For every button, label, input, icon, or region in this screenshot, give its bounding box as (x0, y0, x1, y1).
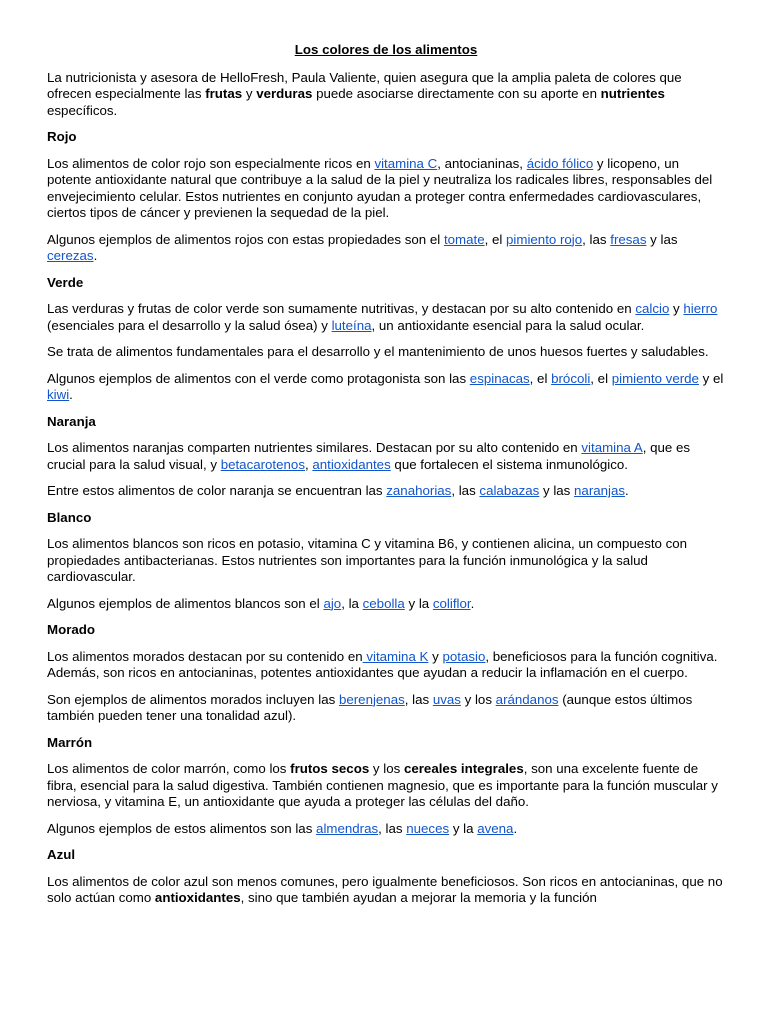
section-paragraph (47, 649, 725, 682)
text-run: , las (582, 231, 611, 247)
link-cerezas[interactable]: cerezas (47, 248, 94, 263)
link-arandanos[interactable]: arándanos (495, 691, 559, 707)
section-paragraph (47, 371, 725, 404)
text-run: , son una excelente fuente de fibra, esencial para la salud digestiva. También contienen magnesio, que es importante para la función muscular y nerviosa, y vitamina E, un antioxidante que ayuda a proteger las células del daño. (47, 761, 718, 809)
text-run: , el (484, 231, 507, 247)
link-antioxidantes[interactable]: antioxidantes (312, 456, 391, 472)
text-run: . (93, 248, 98, 263)
section-morado (47, 622, 725, 725)
text-run: Los alimentos de color rojo son especialmente ricos en (47, 155, 375, 171)
link-vitamina-a[interactable]: vitamina A (581, 440, 643, 455)
section-azul (47, 847, 725, 907)
text-run: Los alimentos blancos son ricos en potasio, vitamina C y vitamina B6, y contienen alicina, un compuesto con propiedades antibacterianas. Estos nutrientes son importantes para la función inmunológica y la salud cardiovascular. (47, 536, 688, 584)
text-run: y las (646, 231, 678, 247)
text-run: , el (529, 370, 552, 386)
text-run: Son ejemplos de alimentos morados incluyen las (47, 691, 339, 707)
text-run: , sino que también ayudan a mejorar la memoria y la función (240, 890, 597, 905)
section-paragraph (47, 596, 725, 613)
link-naranjas[interactable]: naranjas (574, 483, 626, 498)
section-rojo (47, 129, 725, 265)
link-potasio[interactable]: potasio (442, 648, 486, 664)
link-betacarotenos[interactable]: betacarotenos (220, 456, 305, 472)
link-avena[interactable]: avena (477, 820, 514, 836)
section-heading-rojo: Rojo (47, 129, 77, 144)
link-hierro[interactable]: hierro (683, 301, 718, 316)
section-heading-marron: Marrón (47, 734, 93, 750)
link-acido-folico[interactable]: ácido fólico (526, 155, 594, 171)
link-berenjenas[interactable]: berenjenas (338, 691, 405, 707)
text-run: Las verduras y frutas de color verde son sumamente nutritivas, y destacan por su alto contenido en (47, 301, 636, 316)
text-run: , las (404, 691, 433, 707)
text-run: Algunos ejemplos de alimentos con el verde como protagonista son las (47, 370, 470, 386)
text-run: . (625, 483, 629, 498)
section-paragraph (47, 483, 725, 500)
section-heading-verde: Verde (47, 274, 84, 290)
link-nueces[interactable]: nueces (406, 820, 450, 836)
link-cebolla[interactable]: cebolla (362, 595, 405, 611)
link-almendras[interactable]: almendras (316, 820, 379, 836)
text-run: Los alimentos de color azul son menos comunes, pero igualmente beneficiosos. Son ricos en antocianinas, que no solo actúan como (47, 873, 723, 905)
text-run: Los alimentos morados destacan por su contenido en (47, 648, 363, 664)
link-pimiento-rojo[interactable]: pimiento rojo (506, 231, 583, 247)
link-luteina[interactable]: luteína (331, 317, 372, 333)
text-run: (aunque estos últimos también pueden tener una tonalidad azul). (47, 691, 693, 723)
text-run: Se trata de alimentos fundamentales para el desarrollo y el mantenimiento de unos huesos fuertes y saludables. (47, 344, 709, 359)
link-brocoli[interactable]: brócoli (551, 370, 591, 386)
section-paragraph (47, 440, 725, 473)
text-run: y los (369, 761, 404, 776)
text-run: , un antioxidante esencial para la salud ocular. (371, 317, 645, 333)
text-run: que fortalecen el sistema inmunológico. (390, 456, 628, 472)
text-run: , la (341, 595, 363, 611)
section-paragraph (47, 874, 725, 907)
text-run: y (242, 86, 257, 101)
link-calabazas[interactable]: calabazas (479, 483, 540, 498)
section-verde (47, 275, 725, 404)
text-run: , las (378, 820, 407, 836)
bold-term-frutas: frutas (205, 86, 243, 101)
link-coliflor[interactable]: coliflor (432, 595, 471, 611)
link-fresas[interactable]: fresas (610, 231, 647, 247)
link-vitamina-k[interactable]: vitamina K (362, 648, 429, 664)
text-run: , que es crucial para la salud visual, y (47, 440, 691, 472)
link-calcio[interactable]: calcio (635, 301, 670, 316)
text-run: específicos. (47, 102, 118, 118)
link-kiwi[interactable]: kiwi (47, 387, 70, 402)
text-run: y la (449, 820, 478, 836)
link-zanahorias[interactable]: zanahorias (386, 483, 452, 498)
section-paragraph (47, 301, 725, 334)
section-paragraph (47, 232, 725, 265)
bold-term-verduras: verduras (256, 86, 313, 101)
text-run: Los alimentos de color marrón, como los (47, 761, 291, 776)
bold-term-cereales-integrales: cereales integrales (403, 761, 524, 776)
section-paragraph (47, 761, 725, 811)
text-run: . (69, 387, 73, 402)
document-body (47, 42, 725, 917)
document-title: Los colores de los alimentos (294, 42, 478, 57)
link-ajo[interactable]: ajo (323, 595, 342, 611)
text-run: Algunos ejemplos de alimentos rojos con estas propiedades son el (47, 231, 444, 247)
link-tomate[interactable]: tomate (443, 231, 485, 247)
text-run: Los alimentos naranjas comparten nutrientes similares. Destacan por su alto contenido en (47, 440, 582, 455)
text-run: , (304, 456, 313, 472)
link-vitamina-c[interactable]: vitamina C (374, 155, 438, 171)
bold-term-nutrientes: nutrientes (600, 86, 665, 101)
link-pimiento-verde[interactable]: pimiento verde (611, 370, 699, 386)
text-run: , el (590, 370, 612, 386)
text-run: Algunos ejemplos de estos alimentos son las (47, 820, 317, 836)
link-uvas[interactable]: uvas (432, 691, 461, 707)
section-heading-morado: Morado (47, 622, 96, 637)
section-paragraph (47, 344, 725, 361)
text-run: (esenciales para el desarrollo y la salud ósea) y (47, 317, 332, 333)
text-run: , beneficiosos para la función cognitiva. Además, son ricos en antocianinas, potentes antioxidantes que ayudan a reducir la inflamación en el cuerpo. (47, 648, 718, 680)
text-run: y (428, 648, 443, 664)
text-run: . (470, 595, 475, 611)
section-marron (47, 735, 725, 838)
text-run: y el (698, 370, 724, 386)
text-run: y las (539, 483, 575, 498)
bold-term-frutos-secos: frutos secos (290, 761, 370, 776)
section-paragraph (47, 821, 725, 838)
text-run: puede asociarse directamente con su aporte en (312, 86, 601, 101)
color-sections (47, 129, 725, 907)
text-run: y la (404, 595, 433, 611)
text-run: , las (451, 483, 480, 498)
text-run: . (513, 820, 518, 836)
link-espinacas[interactable]: espinacas (469, 370, 530, 386)
text-run: Algunos ejemplos de alimentos blancos son el (47, 595, 324, 611)
text-run: , antocianinas, (437, 155, 527, 171)
text-run: Entre estos alimentos de color naranja se encuentran las (47, 483, 387, 498)
section-heading-naranja: Naranja (47, 413, 96, 429)
section-blanco (47, 510, 725, 613)
section-heading-azul: Azul (47, 847, 76, 862)
section-naranja (47, 414, 725, 500)
text-run: La nutricionista y asesora de HelloFresh, Paula Valiente, quien asegura que la amplia paleta de colores que ofrecen especialmente las (47, 69, 682, 101)
bold-term-antioxidantes: antioxidantes (154, 890, 241, 905)
section-heading-blanco: Blanco (47, 509, 92, 525)
text-run: y los (460, 691, 496, 707)
text-run: y (669, 301, 684, 316)
section-paragraph (47, 536, 725, 586)
text-run: y licopeno, un potente antioxidante natural que contribuye a la salud de la piel y neutraliza los radicales libres, responsables del envejecimiento celular. Estos nutrientes en conjunto ayudan a proteger contra enfermedades cardiovasculares, ciertos tipos de cáncer y previenen la sequedad de la piel. (47, 155, 713, 220)
section-paragraph (47, 156, 725, 222)
section-paragraph (47, 692, 725, 725)
intro-paragraph (47, 70, 725, 120)
